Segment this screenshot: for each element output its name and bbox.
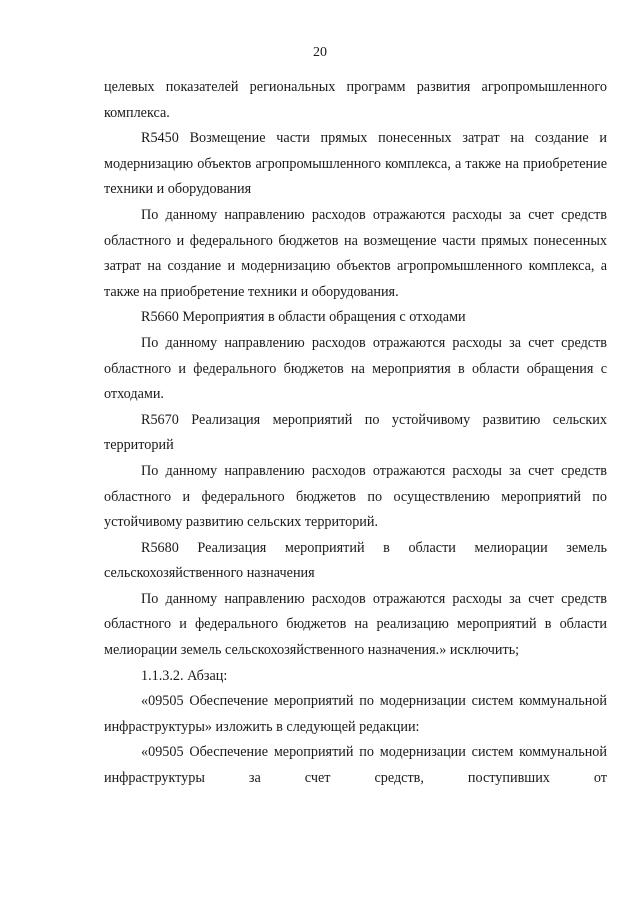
page-number: 20 [313, 45, 327, 60]
paragraph-r5680-heading: R5680 Реализация мероприятий в области мелиорации земель сельскохозяйственного назначения [104, 539, 607, 582]
paragraph-r5660-description: По данному направлению расходов отражаются расходы за счет средств областного и федерального бюджетов на мероприятия в области обращения с отходами. [104, 334, 607, 403]
document-body [104, 75, 607, 792]
paragraph-r5660-heading: R5660 Мероприятия в области обращения с отходами [141, 309, 466, 326]
paragraph-continuation: целевых показателей региональных программ развития агропромышленного комплекса. [104, 79, 607, 121]
paragraph-09505-new: «09505 Обеспечение мероприятий по модернизации систем коммунальной инфраструктуры за счет средств, поступивших от [104, 744, 607, 787]
paragraph-r5670-description: По данному направлению расходов отражаются расходы за счет средств областного и федерального бюджетов по осуществлению мероприятий по устойчивому развитию сельских территорий. [104, 462, 607, 531]
paragraph-09505-old: «09505 Обеспечение мероприятий по модернизации систем коммунальной инфраструктуры» изложить в следующей редакции: [104, 693, 607, 735]
paragraph-r5670-heading: R5670 Реализация мероприятий по устойчивому развитию сельских территорий [104, 411, 607, 454]
paragraph-r5450-description: По данному направлению расходов отражаются расходы за счет средств областного и федерального бюджетов на возмещение части прямых понесенных затрат на создание и модернизацию объектов агропромышленного комплекса, а также на приобретение техники и оборудования. [104, 206, 607, 300]
paragraph-r5680-description: По данному направлению расходов отражаются расходы за счет средств областного и федерального бюджетов на реализацию мероприятий в области мелиорации земель сельскохозяйственного назначения.» исключить; [104, 590, 607, 659]
paragraph-clause-1-1-3-2: 1.1.3.2. Абзац: [141, 667, 228, 684]
paragraph-r5450-heading: R5450 Возмещение части прямых понесенных затрат на создание и модернизацию объектов агропромышленного комплекса, а также на приобретение техники и оборудования [104, 130, 607, 198]
